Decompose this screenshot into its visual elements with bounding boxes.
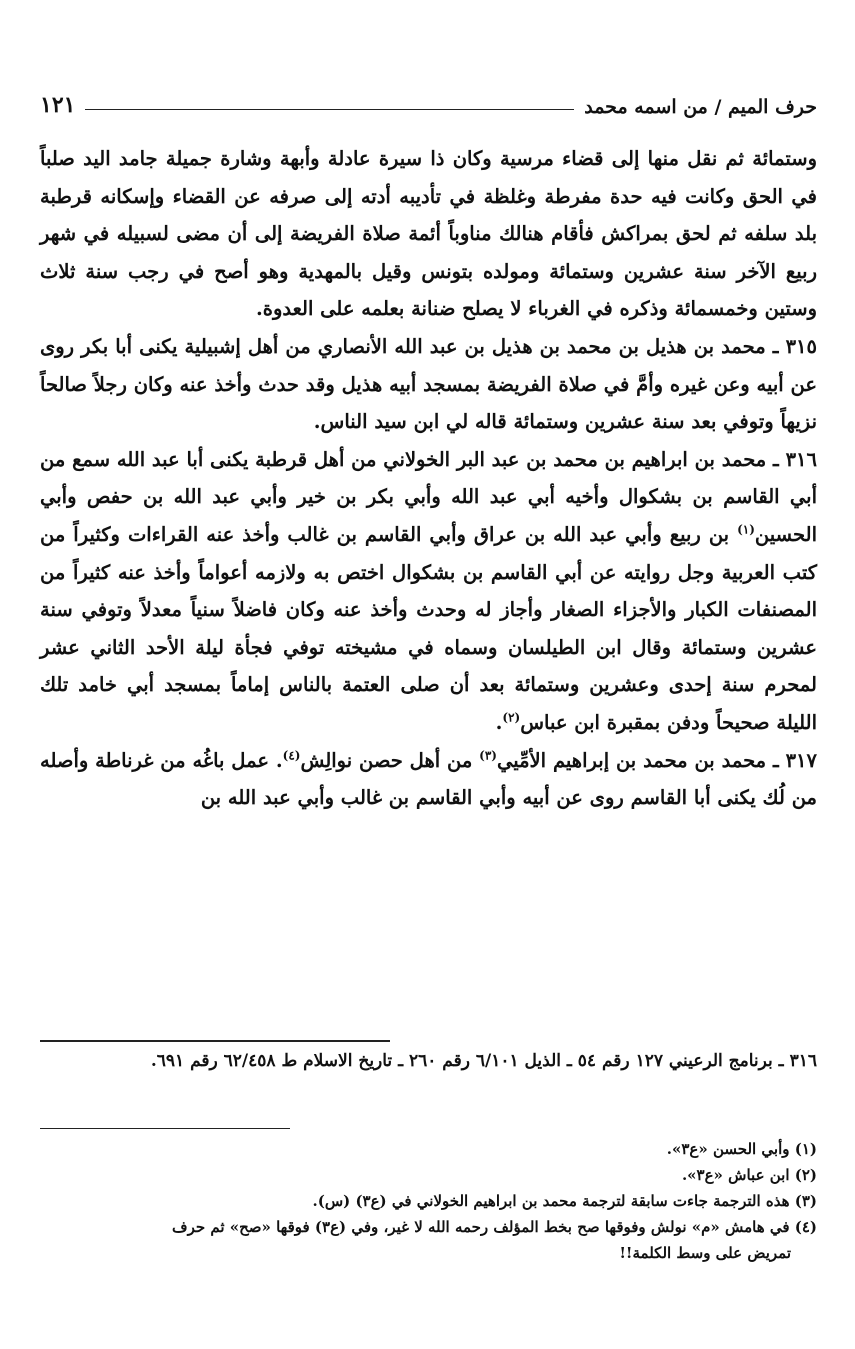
footnote-3: (٣) هذه الترجمة جاءت سابقة لترجمة محمد بن ابراهيم الخولاني في (ع٣) (س). (312, 1192, 817, 1210)
footnote-ref-4: (٤) (282, 748, 301, 762)
footnote-ref-3: (٣) (479, 748, 497, 762)
entry-316 (40, 441, 817, 742)
entry-315 (40, 328, 817, 441)
paragraph-text: وستمائة ثم نقل منها إلى قضاء مرسية وكان ذا سيرة عادلة وأبهة وشارة جميلة جامد اليد صلباً في الحق وكانت فيه حدة مفرطة وغلظة في تأديبه أدته إلى صرفه عن القضاء وإسكانه قرطبة بلد سلفه ثم لحق بمراكش فأقام هنالك مناوباً أئمة صلاة الفريضة إلى أن مضى لسبيله في شهر ربيع الآخر سنة عشرين وستمائة ومولده بتونس وقيل بالمهدية وهو أصح في رجب سنة ثلاث وستين وخمسمائة وذكره في الغرباء لا يصلح ضنانة بعلمه على العدوة. (40, 147, 817, 321)
page-header (40, 76, 817, 118)
footnotes (40, 1136, 817, 1266)
entry-number: ٣١٧ ـ (773, 748, 817, 772)
footnote-ref-2: (٢) (502, 710, 521, 725)
entry-text-cont: من أهل حصن نوالِش (300, 748, 480, 772)
main-text (40, 140, 817, 817)
running-title: حرف الميم / من اسمه محمد (584, 96, 817, 118)
footnote-1: (١) وأبي الحسن «ع٣». (666, 1140, 817, 1158)
footnote-2: (٢) ابن عباش «ع٣». (681, 1166, 817, 1184)
source-divider (40, 1040, 390, 1042)
entry-text: محمد بن هذيل بن محمد بن هذيل بن عبد الله الأنصاري من أهل إشبيلية يكنى أبا بكر روى عن أبيه وعن غيره وأمَّ في صلاة الفريضة بمسجد أبيه هذيل وقد حدث وأخذ عنه وكان رجلاً صالحاً نزيهاً وتوفي بعد سنة عشرين وستمائة قاله لي ابن سيد الناس. (40, 334, 817, 434)
footnote-ref-1: (١) (737, 522, 755, 537)
entry-text-cont: . عمل باغُه من غرناطة وأصله من لُك يكنى أبا القاسم روى عن أبيه وأبي القاسم بن غالب وأبي عبد الله بن (40, 748, 817, 810)
entry-end: . (495, 710, 503, 734)
entry-number: ٣١٦ ـ (773, 447, 817, 471)
footnote-4: (٤) في هامش «م» نولش وفوقها صح بخط المؤلف رحمه الله لا غير، وفي (ع٣) فوقها «صح» ثم حرف (172, 1218, 817, 1236)
entry-text: محمد بن محمد بن إبراهيم الأمِّيي (496, 748, 767, 772)
entry-317 (40, 742, 817, 817)
footnote-divider (40, 1128, 290, 1129)
paragraph-continued (40, 140, 817, 328)
page-number: ١٢١ (40, 92, 76, 118)
header-rule (85, 109, 574, 110)
entry-text: محمد بن ابراهيم بن محمد بن عبد البر الخولاني من أهل قرطبة يكنى أبا عبد الله سمع من أبي القاسم بن بشكوال وأخيه أبي عبد الله وأبي بكر بن خير وأبي عبد الله بن حفص وأبي الحسين (40, 447, 817, 546)
source-note: ٣١٦ ـ برنامج الرعيني ١٢٧ رقم ٥٤ ـ الذيل ٦/١٠١ رقم ٢٦٠ ـ تاريخ الاسلام ط ٦٢/٤٥٨ رقم ٦٩١. (150, 1051, 817, 1071)
entry-text-cont: بن ربيع وأبي عبد الله بن عراق وأبي القاسم بن غالب وأخذ عنه القراءات وكثيراً من كتب العربية وجل روايته عن أبي القاسم بن بشكوال اختص به ولازمه أعواماً وأخذ عنه كثيراً من المصنفات الكبار والأجزاء الصغار وأجاز له وحدث وأخذ عنه وكان فاضلاً سنياً معدلاً وتوفي سنة عشرين وستمائة وقال ابن الطيلسان وسماه في مشيخته توفي فجأة ليلة الأحد الثاني عشر لمحرم سنة إحدى وعشرين وستمائة بعد أن صلى العتمة بالناس إماماً بمسجد أبي خامد تلك الليلة صحيحاً ودفن بمقبرة ابن عباس (40, 522, 817, 734)
footnote-4-continued: تمريض على وسط الكلمة!! (619, 1244, 791, 1262)
entry-number: ٣١٥ ـ (772, 334, 817, 358)
